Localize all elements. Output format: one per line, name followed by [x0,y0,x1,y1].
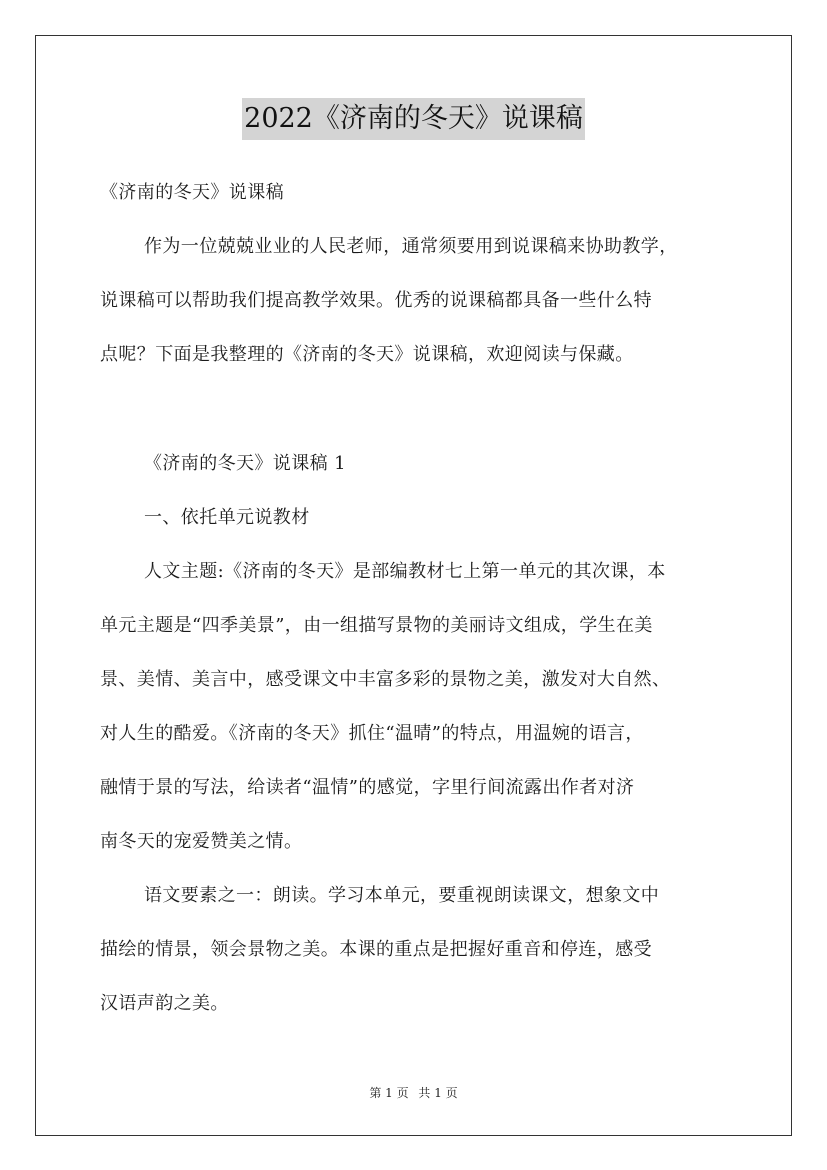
document-body [100,166,740,382]
para-1-line-4: 对人生的酷爱。《济南的冬天》抓住“温晴”的特点，用温婉的语言， [100,723,644,744]
page-total: 共 1 页 [418,1086,458,1100]
heading-1: 一、依托单元说教材 [144,507,310,528]
page-footer [0,1084,827,1101]
para-2-line-1: 语文要素之一：朗读。学习本单元，要重视朗读课文，想象文中 [144,885,660,906]
para-1-line-5: 融情于景的写法，给读者“温情”的感觉，字里行间流露出作者对济 [100,777,635,798]
para-1-line-6: 南冬天的宠爱赞美之情。 [100,831,303,852]
para-1-line-3: 景、美情、美言中，感受课文中丰富多彩的景物之美，激发对大自然、 [100,669,671,690]
intro-line-3: 点呢？下面是我整理的《济南的冬天》说课稿，欢迎阅读与保藏。 [100,344,634,365]
para-1-line-1: 人文主题:《济南的冬天》是部编教材七上第一单元的其次课，本 [144,561,666,582]
para-2-line-3: 汉语声韵之美。 [100,993,229,1014]
intro-line-1: 作为一位兢兢业业的人民老师，通常须要用到说课稿来协助教学， [144,236,678,257]
title-container [0,98,827,140]
page-number: 第 1 页 [369,1086,409,1100]
intro-line-2: 说课稿可以帮助我们提高教学效果。优秀的说课稿都具备一些什么特 [100,290,652,311]
subtitle: 《济南的冬天》说课稿 [100,182,284,203]
section-1 [100,437,740,1031]
document-title: 2022《济南的冬天》说课稿 [242,98,585,140]
section-title: 《济南的冬天》说课稿 1 [144,453,346,474]
para-2-line-2: 描绘的情景，领会景物之美。本课的重点是把握好重音和停连，感受 [100,939,652,960]
para-1-line-2: 单元主题是“四季美景”，由一组描写景物的美丽诗文组成，学生在美 [100,615,653,636]
